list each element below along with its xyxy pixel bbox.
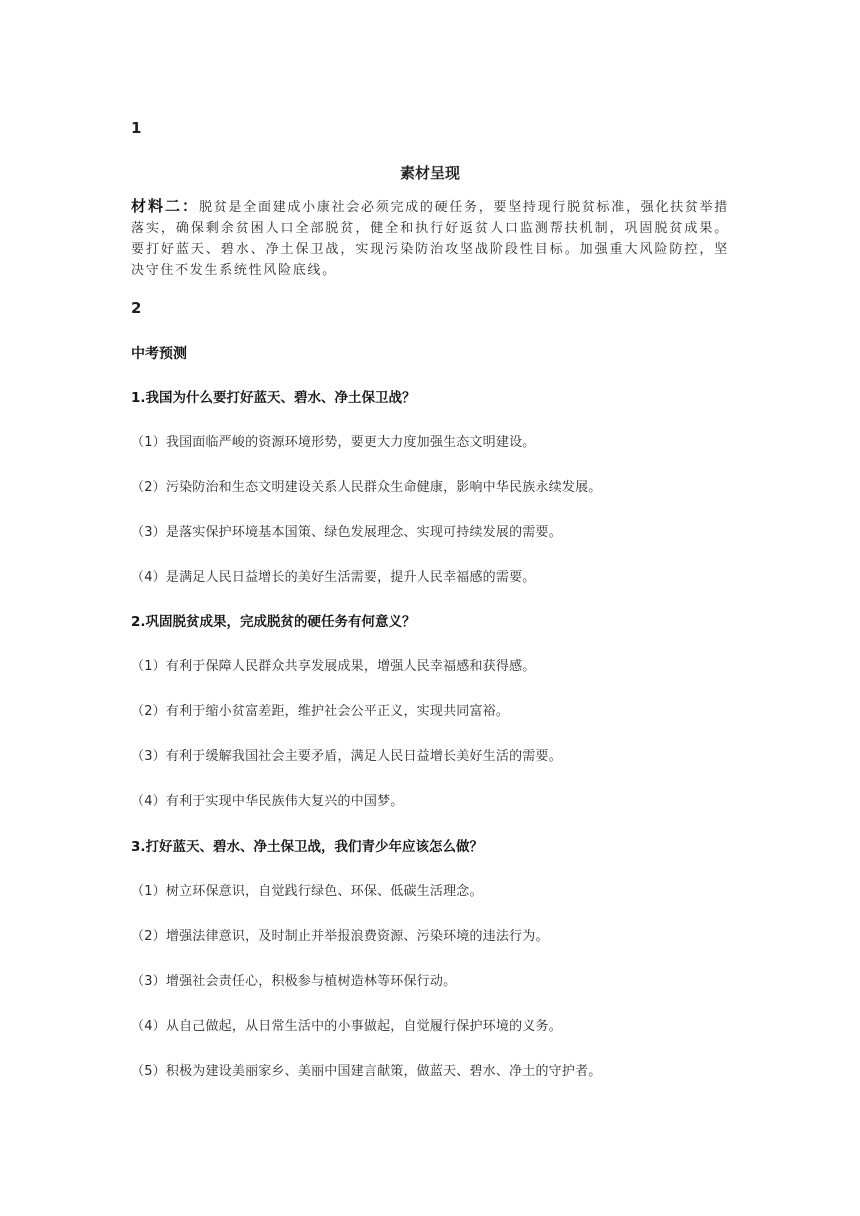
section-number-1: 1	[131, 119, 142, 137]
section-number-2: 2	[131, 299, 142, 317]
answer-3-4: （4）从自己做起，从日常生活中的小事做起，自觉履行保护环境的义务。	[131, 1019, 562, 1034]
answer-2-3: （3）有利于缓解我国社会主要矛盾，满足人民日益增长美好生活的需要。	[131, 749, 562, 764]
material-title: 素材呈现	[399, 164, 460, 182]
material-label: 材料二：	[131, 197, 200, 215]
answer-1-3: （3）是落实保护环境基本国策、绿色发展理念、实现可持续发展的需要。	[131, 525, 562, 540]
prediction-title: 中考预测	[131, 346, 187, 362]
answer-2-4: （4）有利于实现中华民族伟大复兴的中国梦。	[131, 794, 404, 809]
question-3: 3.打好蓝天、碧水、净土保卫战，我们青少年应该怎么做？	[131, 839, 484, 855]
answer-3-3: （3）增强社会责任心，积极参与植树造林等环保行动。	[131, 974, 457, 989]
answer-2-1: （1）有利于保障人民群众共享发展成果，增强人民幸福感和获得感。	[131, 659, 536, 674]
answer-3-2: （2）增强法律意识，及时制止并举报浪费资源、污染环境的违法行为。	[131, 929, 549, 944]
question-1: 1.我国为什么要打好蓝天、碧水、净土保卫战？	[131, 390, 416, 406]
material-text: 脱贫是全面建成小康社会必须完成的硬任务，要坚持现行脱贫标准，强化扶贫举措落实，确保剩余贫困人口全部脱贫，健全和执行好返贫人口监测帮扶机制，巩固脱贫成果。要打好蓝天、碧水、净土保卫战，实现污染防治攻坚战阶段性目标。加强重大风险防控，坚决守住不发生系统性风险底线。	[131, 200, 729, 278]
answer-1-2: （2）污染防治和生态文明建设关系人民群众生命健康，影响中华民族永续发展。	[131, 480, 602, 495]
answer-3-5: （5）积极为建设美丽家乡、美丽中国建言献策，做蓝天、碧水、净土的守护者。	[131, 1064, 602, 1079]
answer-2-2: （2）有利于缩小贫富差距，维护社会公平正义，实现共同富裕。	[131, 704, 510, 719]
material-paragraph	[131, 196, 729, 281]
answer-3-1: （1）树立环保意识，自觉践行绿色、环保、低碳生活理念。	[131, 884, 483, 899]
answer-1-4: （4）是满足人民日益增长的美好生活需要，提升人民幸福感的需要。	[131, 570, 536, 585]
question-2: 2.巩固脱贫成果，完成脱贫的硬任务有何意义？	[131, 614, 416, 630]
answer-1-1: （1）我国面临严峻的资源环境形势，要更大力度加强生态文明建设。	[131, 435, 536, 450]
